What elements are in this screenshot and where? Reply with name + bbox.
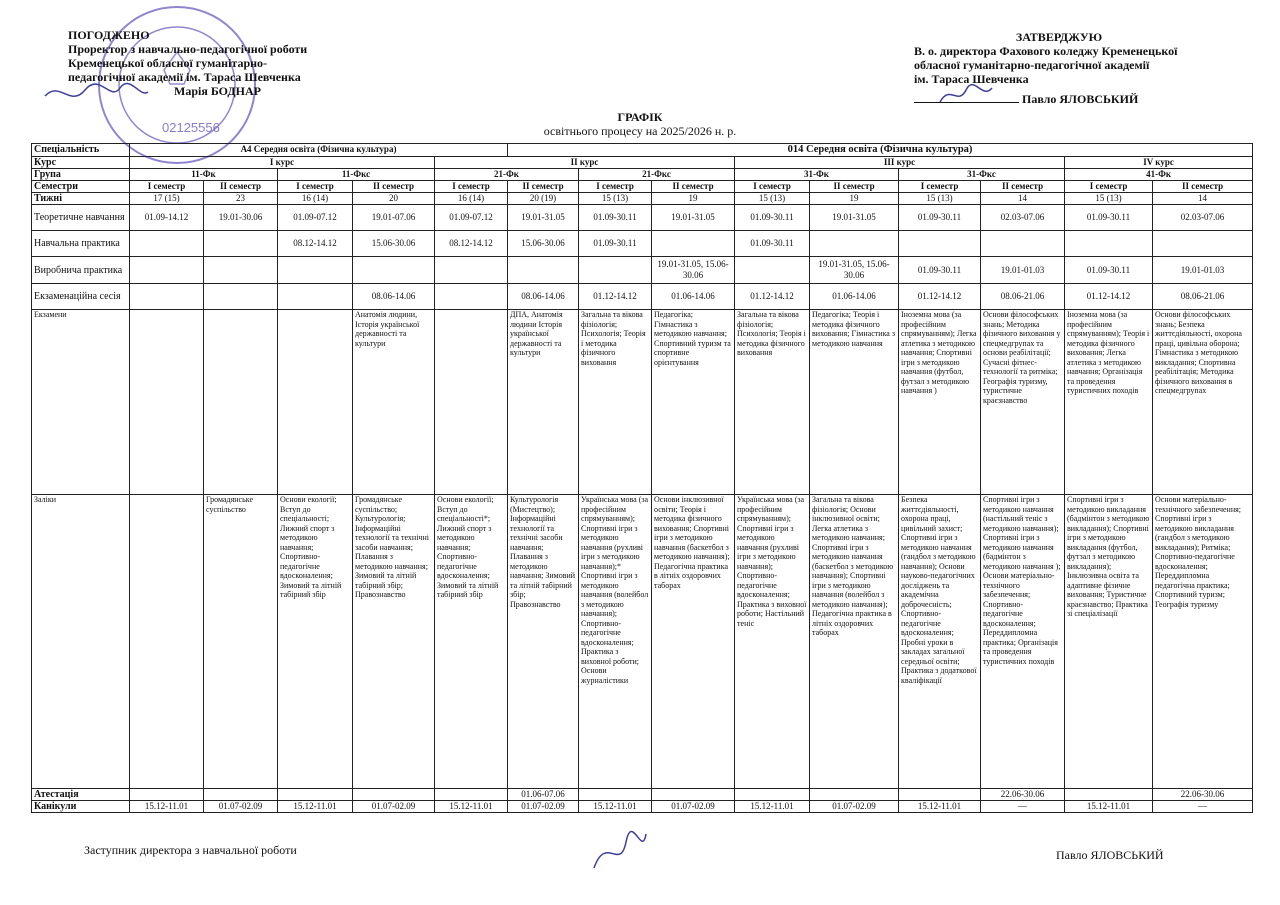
- document-title: ГРАФІК: [617, 110, 663, 124]
- exam-session-cell: [204, 284, 278, 310]
- credits-cell: Основи екології; Вступ до спеціальності; Лижний спорт з методикою навчання; Спортивно-педагогічне вдосконалення; Зимовий та літній табірний збір: [278, 495, 353, 789]
- document-subtitle: освітнього процесу на 2025/2026 н. р.: [543, 124, 737, 138]
- study-practice-cell: [652, 231, 735, 257]
- row-label-specialty: Спеціальність: [32, 144, 130, 157]
- signature-left: [40, 78, 150, 108]
- theory-cell: 01.09-30.11: [1065, 205, 1153, 231]
- footer-left: Заступник директора з навчальної роботи: [84, 843, 297, 857]
- weeks-cell: 16 (14): [278, 193, 353, 205]
- study-practice-cell: [899, 231, 981, 257]
- attestation-cell: [579, 789, 652, 801]
- specialty-left: А4 Середня освіта (Фізична культура): [130, 144, 508, 157]
- document-title-block: [0, 110, 1280, 138]
- credits-cell: Громадянське суспільство; Культурологія; Інформаційні технології та технічні засоби навчання; Плавання з методикою навчання; Зимовий та літній табірний збір; Правознавство: [353, 495, 435, 789]
- semester-cell: I семестр: [899, 181, 981, 193]
- attestation-cell: [652, 789, 735, 801]
- weeks-row: [32, 193, 1253, 205]
- study-practice-cell: 08.12-14.12: [278, 231, 353, 257]
- work-practice-row: [32, 257, 1253, 284]
- study-practice-cell: [981, 231, 1065, 257]
- work-practice-cell: [579, 257, 652, 284]
- study-practice-cell: [1153, 231, 1253, 257]
- study-practice-cell: [204, 231, 278, 257]
- credits-cell: Культурологія (Мистецтво); Інформаційні технології та технічні засоби навчання; Плавання з методикою навчання; Зимовий та літній табірний збір; Правознавство: [508, 495, 579, 789]
- attestation-row: [32, 789, 1253, 801]
- group-21-fk: 21-Фк: [435, 169, 579, 181]
- vacation-cell: 15.12-11.01: [735, 801, 810, 813]
- theory-cell: 19.01-31.05: [652, 205, 735, 231]
- theory-cell: 19.01-30.06: [204, 205, 278, 231]
- attestation-cell: 22.06-30.06: [1153, 789, 1253, 801]
- exams-cell: [435, 310, 508, 495]
- theory-cell: 19.01-31.05: [508, 205, 579, 231]
- credits-cell: Українська мова (за професійним спрямуванням); Спортивні ігри з методикою навчання (рухливі ігри з методикою навчання);* Спортивні ігри з методикою навчання (волейбол з методикою навчання); Спортивно-педагогічне вдосконалення; Практика з виховної роботи; Основи журналістики: [579, 495, 652, 789]
- credits-cell: [130, 495, 204, 789]
- group-31-fk: 31-Фк: [735, 169, 899, 181]
- vacation-cell: 01.07-02.09: [204, 801, 278, 813]
- study-practice-row: [32, 231, 1253, 257]
- row-label-credits: Заліки: [32, 495, 130, 789]
- attestation-cell: [1065, 789, 1153, 801]
- semester-cell: II семестр: [204, 181, 278, 193]
- semester-cell: I семестр: [579, 181, 652, 193]
- attestation-cell: [278, 789, 353, 801]
- exams-cell: Основи філософських знань; Методика фізичного виховання у спецмедгрупах та основи реабілітації; Сучасні фітнес-технології та ритміка; Географія туризму, туристичне краєзнавство: [981, 310, 1065, 495]
- vacation-cell: 15.12-11.01: [899, 801, 981, 813]
- theory-cell: 01.09-07.12: [435, 205, 508, 231]
- weeks-cell: 15 (13): [579, 193, 652, 205]
- approval-left-line3: педагогічної академії ім. Тараса Шевченка: [68, 70, 301, 84]
- credits-cell: Українська мова (за професійним спрямуванням); Спортивні ігри з методикою навчання (рухливі ігри з методикою навчання); Спортивно-педагогічне вдосконалення; Практика з виховної роботи; Настільний теніс: [735, 495, 810, 789]
- work-practice-cell: 01.09-30.11: [899, 257, 981, 284]
- attestation-cell: [130, 789, 204, 801]
- exam-session-cell: 01.12-14.12: [579, 284, 652, 310]
- semester-cell: II семестр: [981, 181, 1065, 193]
- study-practice-cell: 01.09-30.11: [735, 231, 810, 257]
- theory-cell: 01.09-14.12: [130, 205, 204, 231]
- vacation-cell: 01.07-02.09: [353, 801, 435, 813]
- course-3: III курс: [735, 157, 1065, 169]
- semester-cell: I семестр: [130, 181, 204, 193]
- course-1: I курс: [130, 157, 435, 169]
- group-41-fk: 41-Фк: [1065, 169, 1253, 181]
- work-practice-cell: 19.01-31.05, 15.06-30.06: [810, 257, 899, 284]
- credits-cell: Загальна та вікова фізіологія; Основи інклюзивної освіти; Легка атлетика з методикою навчання; Спортивні ігри з методикою навчання (баскетбол з методикою навчання); Спортивні ігри з методикою навчання (волейбол з методикою навчання); Педагогічна практика в літніх оздоровчих таборах: [810, 495, 899, 789]
- weeks-cell: 15 (13): [735, 193, 810, 205]
- attestation-cell: [810, 789, 899, 801]
- row-label-work-practice: Виробнича практика: [32, 257, 130, 284]
- study-practice-cell: 15.06-30.06: [508, 231, 579, 257]
- exams-cell: Загальна та вікова фізіологія; Психологія; Теорія і методика фізичного виховання: [579, 310, 652, 495]
- exams-cell: ДПА, Анатомія людини Історія української державності та культури: [508, 310, 579, 495]
- credits-cell: Безпека життєдіяльності, охорона праці, цивільний захист; Спортивні ігри з методикою навчання (гандбол з методикою навчання); Основи науково-педагогічних досліджень та академічна доброчесність; Спортивно-педагогічне вдосконалення; Пробні уроки в закладах загальної середньої освіти; Практика з додаткової кваліфікації: [899, 495, 981, 789]
- exam-session-cell: 01.12-14.12: [735, 284, 810, 310]
- approval-right-name: Павло ЯЛОВСЬКИЙ: [1022, 92, 1139, 106]
- weeks-cell: 19: [652, 193, 735, 205]
- row-label-vacation: Канікули: [32, 801, 130, 813]
- theory-cell: 01.09-30.11: [899, 205, 981, 231]
- exam-session-cell: 08.06-14.06: [353, 284, 435, 310]
- row-label-theory: Теоретичне навчання: [32, 205, 130, 231]
- semester-cell: I семестр: [435, 181, 508, 193]
- approval-right-line2: обласної гуманітарно-педагогічної академії: [914, 58, 1150, 72]
- exam-session-cell: 01.12-14.12: [899, 284, 981, 310]
- exams-cell: Основи філософських знань; Безпека життєдіяльності, охорона праці, цивільна оборона; Гімнастика з методикою викладання; Спортивна реабілітація; Методика фізичного виховання в спецмедгрупах: [1153, 310, 1253, 495]
- exams-cell: [130, 310, 204, 495]
- attestation-cell: [353, 789, 435, 801]
- exam-session-cell: 08.06-21.06: [1153, 284, 1253, 310]
- semester-cell: II семестр: [652, 181, 735, 193]
- exams-cell: Загальна та вікова фізіологія; Психологія; Теорія і методика фізичного виховання: [735, 310, 810, 495]
- attestation-cell: 01.06-07.06: [508, 789, 579, 801]
- credits-row: [32, 495, 1253, 789]
- row-label-exams: Екзамени: [32, 310, 130, 495]
- attestation-cell: [735, 789, 810, 801]
- group-21-fks: 21-Фкс: [579, 169, 735, 181]
- footer-right: Павло ЯЛОВСЬКИЙ: [1056, 848, 1164, 862]
- vacation-cell: 15.12-11.01: [278, 801, 353, 813]
- weeks-cell: 15 (13): [1065, 193, 1153, 205]
- attestation-cell: [204, 789, 278, 801]
- row-label-group: Група: [32, 169, 130, 181]
- row-label-attestation: Атестація: [32, 789, 130, 801]
- exam-session-cell: [278, 284, 353, 310]
- theory-cell: 19.01-31.05: [810, 205, 899, 231]
- work-practice-cell: [435, 257, 508, 284]
- exam-session-cell: 01.06-14.06: [652, 284, 735, 310]
- study-practice-cell: 08.12-14.12: [435, 231, 508, 257]
- work-practice-cell: 19.01-01.03: [981, 257, 1065, 284]
- attestation-cell: 22.06-30.06: [981, 789, 1065, 801]
- weeks-cell: 15 (13): [899, 193, 981, 205]
- theory-cell: 01.09-30.11: [735, 205, 810, 231]
- weeks-cell: 20 (19): [508, 193, 579, 205]
- approval-left-heading: ПОГОДЖЕНО: [68, 28, 150, 42]
- exam-session-cell: [435, 284, 508, 310]
- weeks-cell: 16 (14): [435, 193, 508, 205]
- signature-right: [936, 80, 996, 110]
- group-31-fks: 31-Фкс: [899, 169, 1065, 181]
- credits-cell: Основи матеріально-технічного забезпечення; Спортивні ігри з методикою викладання (гандбол з методикою викладання); Ритміка; Спортивно-педагогічне вдосконалення; Переддипломна педагогічна практика; Спортивний туризм; Географія туризму: [1153, 495, 1253, 789]
- group-11-fk: 11-Фк: [130, 169, 278, 181]
- credits-cell: Основи екології; Вступ до спеціальності*; Лижний спорт з методикою навчання; Спортивно-педагогічне вдосконалення; Зимовий та літній табірний збір: [435, 495, 508, 789]
- exam-session-cell: 08.06-14.06: [508, 284, 579, 310]
- vacation-cell: 01.07-02.09: [652, 801, 735, 813]
- vacation-cell: 15.12-11.01: [579, 801, 652, 813]
- theory-cell: 19.01-07.06: [353, 205, 435, 231]
- exams-cell: Анатомія людини, Історія української державності та культури: [353, 310, 435, 495]
- work-practice-cell: [204, 257, 278, 284]
- semester-cell: II семестр: [508, 181, 579, 193]
- semester-cell: I семестр: [1065, 181, 1153, 193]
- weeks-cell: 19: [810, 193, 899, 205]
- exams-row: [32, 310, 1253, 495]
- row-label-exam-session: Екзаменаційна сесія: [32, 284, 130, 310]
- credits-cell: Спортивні ігри з методикою навчання (настільний теніс з методикою навчання); Спортивні ігри з методикою навчання (бадмінтон з методикою навчання ); Основи матеріально-технічного забезпечення; Спортивно-педагогічне вдосконалення; Переддипломна практика; Організація та проведення туристичних походів: [981, 495, 1065, 789]
- specialty-right: 014 Середня освіта (Фізична культура): [508, 144, 1253, 157]
- exam-session-cell: [130, 284, 204, 310]
- weeks-cell: 23: [204, 193, 278, 205]
- work-practice-cell: [508, 257, 579, 284]
- exams-cell: Педагогіка; Гімнастика з методикою навчання; Спортивний туризм та спортивне орієнтування: [652, 310, 735, 495]
- theory-cell: 02.03-07.06: [1153, 205, 1253, 231]
- exams-cell: Педагогіка; Теорія і методика фізичного виховання; Гімнастика з методикою навчання: [810, 310, 899, 495]
- vacation-cell: 01.07-02.09: [508, 801, 579, 813]
- exam-session-cell: 08.06-21.06: [981, 284, 1065, 310]
- exam-session-cell: 01.06-14.06: [810, 284, 899, 310]
- weeks-cell: 14: [981, 193, 1065, 205]
- svg-text:02125556: 02125556: [162, 120, 220, 135]
- approval-left-name: Марія БОДНАР: [174, 84, 261, 98]
- row-label-course: Курс: [32, 157, 130, 169]
- semester-cell: II семестр: [1153, 181, 1253, 193]
- course-4: IV курс: [1065, 157, 1253, 169]
- semester-cell: I семестр: [735, 181, 810, 193]
- weeks-cell: 14: [1153, 193, 1253, 205]
- semester-cell: II семестр: [810, 181, 899, 193]
- study-practice-cell: [810, 231, 899, 257]
- semester-cell: I семестр: [278, 181, 353, 193]
- study-practice-cell: [1065, 231, 1153, 257]
- schedule-table: [31, 143, 1253, 813]
- credits-cell: Основи інклюзивної освіти; Теорія і методика фізичного виховання; Спортивні ігри з методикою навчання (баскетбол з методикою навчання); Педагогічна практика в літніх оздоровчих таборах: [652, 495, 735, 789]
- row-label-study-practice: Навчальна практика: [32, 231, 130, 257]
- semester-cell: II семестр: [353, 181, 435, 193]
- weeks-cell: 17 (15): [130, 193, 204, 205]
- signature-bottom: [590, 828, 650, 876]
- vacation-cell: —: [981, 801, 1065, 813]
- work-practice-cell: [353, 257, 435, 284]
- row-label-semesters: Семестри: [32, 181, 130, 193]
- credits-cell: Спортивні ігри з методикою викладання (бадмінтон з методикою викладання); Спортивні ігри з методикою викладання (футбол, футзал з методикою викладання); Інклюзивна освіта та адаптивне фізичне виховання; Туристичне краєзнавство; Практика зі спеціалізації: [1065, 495, 1153, 789]
- vacation-row: [32, 801, 1253, 813]
- work-practice-cell: 19.01-01.03: [1153, 257, 1253, 284]
- semesters-row: [32, 181, 1253, 193]
- approval-right-line3: ім. Тараса Шевченка: [914, 72, 1029, 86]
- work-practice-cell: [130, 257, 204, 284]
- approval-right-line1: В. о. директора Фахового коледжу Кременецької: [914, 44, 1178, 58]
- study-practice-cell: 01.09-30.11: [579, 231, 652, 257]
- exam-session-cell: 01.12-14.12: [1065, 284, 1153, 310]
- work-practice-cell: [735, 257, 810, 284]
- vacation-cell: —: [1153, 801, 1253, 813]
- group-11-fks: 11-Фкс: [278, 169, 435, 181]
- attestation-cell: [435, 789, 508, 801]
- attestation-cell: [899, 789, 981, 801]
- work-practice-cell: [278, 257, 353, 284]
- theory-row: [32, 205, 1253, 231]
- vacation-cell: 15.12-11.01: [435, 801, 508, 813]
- weeks-cell: 20: [353, 193, 435, 205]
- course-2: II курс: [435, 157, 735, 169]
- study-practice-cell: 15.06-30.06: [353, 231, 435, 257]
- vacation-cell: 15.12-11.01: [1065, 801, 1153, 813]
- approval-left-line2: Кременецької обласної гуманітарно-: [68, 56, 268, 70]
- approval-left-line1: Проректор з навчально-педагогічної роботи: [68, 42, 308, 56]
- vacation-cell: 01.07-02.09: [810, 801, 899, 813]
- approval-right-heading: ЗАТВЕРДЖУЮ: [1015, 30, 1103, 44]
- row-label-weeks: Тижні: [32, 193, 130, 205]
- credits-cell: Громадянське суспільство: [204, 495, 278, 789]
- exams-cell: [278, 310, 353, 495]
- study-practice-cell: [130, 231, 204, 257]
- exam-session-row: [32, 284, 1253, 310]
- theory-cell: 01.09-07.12: [278, 205, 353, 231]
- theory-cell: 02.03-07.06: [981, 205, 1065, 231]
- exams-cell: [204, 310, 278, 495]
- theory-cell: 01.09-30.11: [579, 205, 652, 231]
- vacation-cell: 15.12-11.01: [130, 801, 204, 813]
- work-practice-cell: 19.01-31.05, 15.06-30.06: [652, 257, 735, 284]
- exams-cell: Іноземна мова (за професійним спрямуванням); Легка атлетика з методикою навчання; Спортивні ігри з методикою навчання (футбол, футзал з методикою навчання ): [899, 310, 981, 495]
- exams-cell: Іноземна мова (за професійним спрямуванням); Теорія і методика фізичного виховання; Легка атлетика з методикою навчання; Організація та проведення туристичних походів: [1065, 310, 1153, 495]
- work-practice-cell: 01.09-30.11: [1065, 257, 1153, 284]
